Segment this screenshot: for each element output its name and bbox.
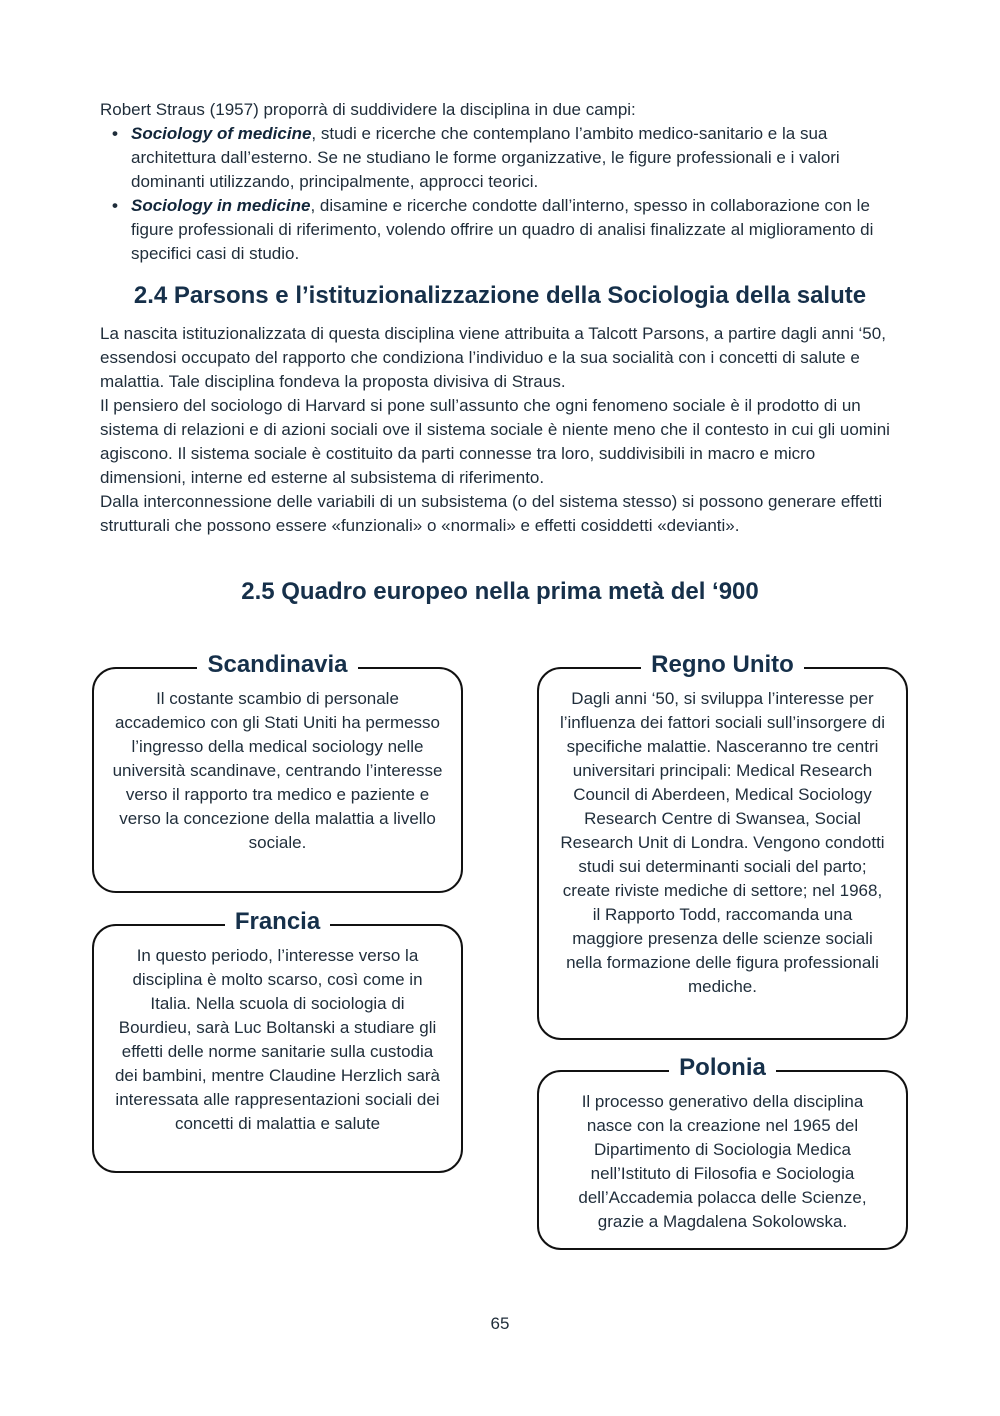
paragraph: Il pensiero del sociologo di Harvard si pone sull’assunto che ogni fenomeno sociale è il prodotto di un sistema di relazioni e di azioni sociali ove il sistema sociale è niente meno che il contesto in cui gli uomini agiscono. Il sistema sociale è costituito da parti connesse tra loro, suddivisibili in macro e micro dimensioni, interne ed esterne al subsistema di riferimento. [100,396,890,487]
bullet-icon: • [112,124,118,143]
section-2-4-body [100,322,905,538]
intro-line: Robert Straus (1957) proporrà di suddividere la disciplina in due campi: [100,100,636,119]
box-title: Francia [94,907,461,937]
bullet-text: , disamine e ricerche condotte dall’interno, spesso in collaborazione con le figure professionali di riferimento, volendo offrire un quadro di analisi finalizzate al miglioramento di specifici casi di studio. [131,196,874,263]
paragraph: La nascita istituzionalizzata di questa disciplina viene attribuita a Talcott Parsons, a partire dagli anni ‘50, essendosi occupato del rapporto che condiziona l’individuo e la sua socialità con i concetti di salute e malattia. Tale disciplina fondeva la proposta divisiva di Straus. [100,324,886,391]
box-text: Dagli anni ‘50, si sviluppa l’interesse per l’influenza dei fattori sociali sull’insorgere di specifiche malattie. Nasceranno tre centri universitari principali: Medical Research Council di Aberdeen, Medical Sociology Research Centre di Swansea, Social Research Unit di Londra. Vengono condotti studi sui determinanti sociali del parto; create riviste mediche di settore; nel 1968, il Rapporto Todd, raccomanda una maggiore presenza delle scienze sociali nella formazione delle figura professionali mediche. [559,689,886,996]
box-scandinavia [92,651,463,893]
list-item [100,194,910,266]
box-text: In questo periodo, l’interesse verso la disciplina è molto scarso, così come in Italia. Nella scuola di sociologia di Bourdieu, sarà Luc Boltanski a studiare gli effetti delle norme sanitarie sulla custodia dei bambini, mentre Claudine Herzlich sarà interessata alle rappresentazioni sociali dei concetti di malattia e salute [114,946,441,1133]
list-item [100,122,910,194]
section-heading-2-4: 2.4 Parsons e l’istituzionalizzazione della Sociologia della salute [133,282,867,309]
box-francia [92,908,463,1173]
bullet-term: Sociology in medicine [131,196,311,215]
bullet-icon: • [112,196,118,215]
box-polonia [537,1054,908,1250]
box-title: Scandinavia [94,650,461,680]
box-text: Il processo generativo della disciplina nasce con la creazione nel 1965 del Dipartimento di Sociologia Medica nell’Istituto di Filosofia e Sociologia dell’Accademia polacca delle Scienze, grazie a Magdalena Sokolowska. [578,1092,867,1231]
box-regno-unito [537,651,908,1040]
bullet-term: Sociology of medicine [131,124,312,143]
box-text: Il costante scambio di personale accademico con gli Stati Uniti ha permesso l’ingresso della medical sociology nelle università scandinave, centrando l’interesse verso il rapporto tra medico e paziente e verso la concezione della malattia a livello sociale. [112,689,443,852]
page-number: 65 [490,1314,510,1333]
box-title: Regno Unito [539,650,906,680]
bullet-text: , studi e ricerche che contemplano l’ambito medico-sanitario e la sua architettura dall’esterno. Se ne studiano le forme organizzative, le figure professionali e i valori dominanti utilizzando, principalmente, approcci teorici. [131,124,840,191]
fields-list [100,122,910,266]
paragraph: Dalla interconnessione delle variabili di un subsistema (o del sistema stesso) si possono generare effetti strutturali che possono essere «funzionali» o «normali» e effetti cosiddetti «devianti». [100,492,883,535]
section-heading-2-5: 2.5 Quadro europeo nella prima metà del ‘900 [241,578,759,605]
box-title: Polonia [539,1053,906,1083]
